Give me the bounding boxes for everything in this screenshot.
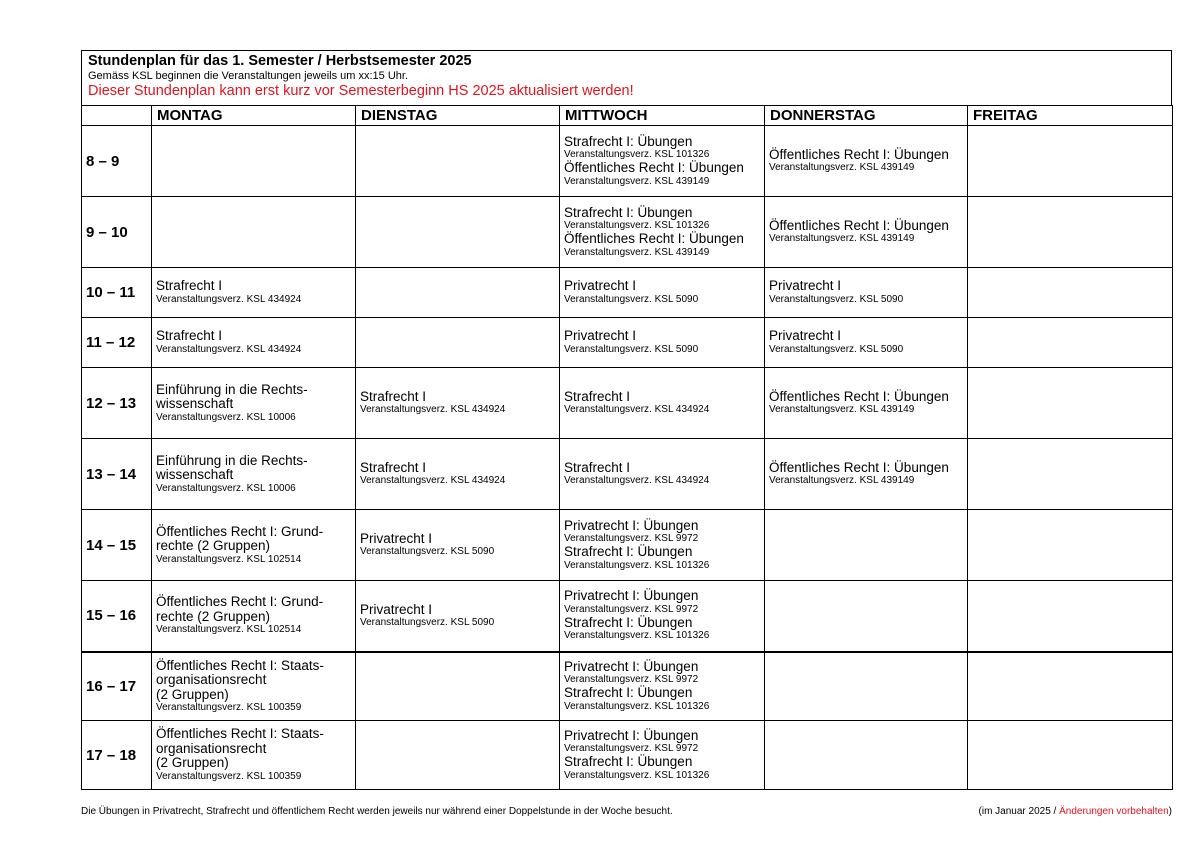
slot-cell-wednesday (560, 318, 765, 368)
course-entry (156, 329, 351, 356)
time-row (82, 197, 1173, 268)
course-title: (2 Gruppen) (156, 686, 229, 702)
slot-cell-thursday (765, 510, 968, 581)
course-title: Strafrecht I (564, 388, 631, 404)
course-title: Privatrecht I (769, 278, 842, 294)
slot-cell-wednesday (560, 439, 765, 510)
slot-cell-tuesday (356, 318, 560, 368)
slot-cell-friday (968, 126, 1173, 197)
course-entry (564, 589, 760, 616)
course-title: Strafrecht I (360, 388, 427, 404)
course-catalog-code: Veranstaltungsverz. KSL 5090 (769, 343, 904, 355)
course-title: Strafrecht I: Übungen (564, 614, 693, 630)
course-entry (564, 729, 760, 756)
course-catalog-code: Veranstaltungsverz. KSL 439149 (564, 175, 710, 187)
day-header-thursday: DONNERSTAG (765, 106, 968, 126)
slot-cell-wednesday (560, 197, 765, 268)
course-catalog-code: Veranstaltungsverz. KSL 101326 (564, 700, 710, 712)
course-title: Strafrecht I (156, 328, 223, 344)
course-title: organisationsrecht (156, 740, 267, 756)
time-row (82, 510, 1173, 581)
start-time-note: Gemäss KSL beginnen die Veranstaltungen jeweils um xx:15 Uhr. (88, 70, 408, 82)
course-catalog-code: Veranstaltungsverz. KSL 101326 (564, 220, 710, 231)
slot-cell-wednesday (560, 510, 765, 581)
slot-cell-wednesday (560, 581, 765, 652)
time-row (82, 652, 1173, 721)
slot-cell-wednesday (560, 268, 765, 318)
slot-cell-tuesday (356, 126, 560, 197)
course-entry (564, 686, 760, 713)
course-catalog-code: Veranstaltungsverz. KSL 9972 (564, 674, 699, 686)
course-catalog-code: Veranstaltungsverz. KSL 434924 (564, 475, 710, 487)
course-entry (769, 279, 963, 306)
day-header-monday: MONTAG (152, 106, 356, 126)
course-title: Privatrecht I (360, 530, 433, 546)
slot-cell-thursday (765, 268, 968, 318)
course-entry (564, 206, 760, 233)
course-catalog-code: Veranstaltungsverz. KSL 439149 (769, 475, 915, 487)
course-catalog-code: Veranstaltungsverz. KSL 101326 (564, 149, 710, 160)
time-slot-label: 11 – 12 (82, 318, 152, 368)
slot-cell-monday (152, 652, 356, 721)
slot-cell-thursday (765, 439, 968, 510)
course-title: Strafrecht I: Übungen (564, 204, 693, 220)
course-entry (156, 659, 351, 715)
slot-cell-thursday (765, 197, 968, 268)
time-column-header (82, 106, 152, 126)
slot-cell-wednesday (560, 721, 765, 790)
slot-cell-monday (152, 197, 356, 268)
course-title: Privatrecht I: Übungen (564, 658, 699, 674)
course-title: Strafrecht I: Übungen (564, 133, 693, 149)
slot-cell-monday (152, 368, 356, 439)
timetable-body (82, 126, 1173, 790)
slot-cell-thursday (765, 368, 968, 439)
slot-cell-thursday (765, 318, 968, 368)
course-title: wissenschaft (156, 467, 234, 482)
course-entry (769, 329, 963, 356)
course-catalog-code: Veranstaltungsverz. KSL 101326 (564, 630, 710, 642)
course-catalog-code: Veranstaltungsverz. KSL 10006 (156, 482, 296, 494)
course-title: (2 Gruppen) (156, 755, 229, 771)
course-title: Strafrecht I: Übungen (564, 754, 693, 769)
slot-cell-monday (152, 510, 356, 581)
course-catalog-code: Veranstaltungsverz. KSL 5090 (769, 293, 904, 305)
course-catalog-code: Veranstaltungsverz. KSL 9972 (564, 533, 699, 544)
course-entry (156, 383, 351, 424)
slot-cell-tuesday (356, 268, 560, 318)
course-title: Öffentliches Recht I: Übungen (564, 160, 744, 175)
course-title: Privatrecht I (564, 278, 637, 294)
slot-cell-friday (968, 652, 1173, 721)
exercise-note: Die Übungen in Privatrecht, Strafrecht und öffentlichem Recht werden jeweils nur während einer Doppelstunde in der Woche besucht. (81, 806, 673, 817)
slot-cell-friday (968, 721, 1173, 790)
course-entry (564, 161, 760, 188)
time-row (82, 368, 1173, 439)
course-catalog-code: Veranstaltungsverz. KSL 9972 (564, 743, 699, 754)
time-row (82, 439, 1173, 510)
course-title: organisationsrecht (156, 672, 267, 687)
revision-note (979, 806, 1172, 818)
course-title: Öffentliches Recht I: Übungen (564, 231, 744, 246)
time-slot-label: 15 – 16 (82, 581, 152, 652)
time-slot-label: 13 – 14 (82, 439, 152, 510)
course-entry (564, 461, 760, 488)
course-title: Privatrecht I: Übungen (564, 588, 699, 604)
timetable-grid (81, 105, 1173, 790)
course-title: Privatrecht I: Übungen (564, 727, 699, 743)
course-entry (769, 390, 963, 417)
slot-cell-thursday (765, 721, 968, 790)
slot-cell-tuesday (356, 510, 560, 581)
slot-cell-wednesday (560, 126, 765, 197)
course-title: Privatrecht I: Übungen (564, 517, 699, 533)
slot-cell-tuesday (356, 652, 560, 721)
time-slot-label: 10 – 11 (82, 268, 152, 318)
day-header-tuesday: DIENSTAG (356, 106, 560, 126)
course-title: Strafrecht I: Übungen (564, 544, 693, 559)
slot-cell-wednesday (560, 652, 765, 721)
course-entry (156, 525, 351, 566)
time-row (82, 581, 1173, 652)
course-catalog-code: Veranstaltungsverz. KSL 10006 (156, 411, 296, 423)
course-catalog-code: Veranstaltungsverz. KSL 102514 (156, 624, 302, 636)
course-catalog-code: Veranstaltungsverz. KSL 439149 (769, 162, 915, 174)
course-entry (360, 390, 555, 417)
day-header-row (82, 106, 1173, 126)
course-catalog-code: Veranstaltungsverz. KSL 5090 (360, 617, 495, 628)
slot-cell-monday (152, 721, 356, 790)
slot-cell-monday (152, 268, 356, 318)
course-entry (156, 279, 351, 306)
time-row (82, 268, 1173, 318)
course-title: Öffentliches Recht I: Übungen (769, 388, 949, 404)
course-entry (156, 454, 351, 495)
course-entry (156, 595, 351, 636)
course-catalog-code: Veranstaltungsverz. KSL 5090 (564, 293, 699, 305)
slot-cell-friday (968, 268, 1173, 318)
course-entry (769, 148, 963, 175)
slot-cell-monday (152, 126, 356, 197)
time-row (82, 126, 1173, 197)
course-entry (564, 519, 760, 546)
slot-cell-friday (968, 197, 1173, 268)
revision-close: ) (1168, 806, 1172, 817)
course-entry (156, 727, 351, 783)
course-catalog-code: Veranstaltungsverz. KSL 100359 (156, 770, 302, 782)
course-catalog-code: Veranstaltungsverz. KSL 434924 (156, 343, 302, 355)
time-slot-label: 14 – 15 (82, 510, 152, 581)
slot-cell-thursday (765, 652, 968, 721)
course-entry (564, 616, 760, 643)
page-title: Stundenplan für das 1. Semester / Herbstsemester 2025 (88, 53, 472, 69)
course-entry (769, 219, 963, 246)
course-title: Strafrecht I (564, 459, 631, 475)
slot-cell-friday (968, 581, 1173, 652)
course-catalog-code: Veranstaltungsverz. KSL 434924 (360, 404, 506, 416)
course-entry (564, 279, 760, 306)
time-slot-label: 9 – 10 (82, 197, 152, 268)
course-entry (769, 461, 963, 488)
course-title: Öffentliches Recht I: Staats- (156, 726, 324, 742)
course-entry (564, 135, 760, 162)
time-slot-label: 16 – 17 (82, 652, 152, 721)
course-entry (564, 329, 760, 356)
day-header-friday: FREITAG (968, 106, 1173, 126)
slot-cell-monday (152, 318, 356, 368)
course-catalog-code: Veranstaltungsverz. KSL 101326 (564, 559, 710, 571)
course-catalog-code: Veranstaltungsverz. KSL 439149 (769, 404, 915, 416)
course-title: Öffentliches Recht I: Staats- (156, 657, 324, 673)
course-catalog-code: Veranstaltungsverz. KSL 439149 (564, 246, 710, 258)
slot-cell-friday (968, 510, 1173, 581)
day-header-wednesday: MITTWOCH (560, 106, 765, 126)
slot-cell-tuesday (356, 197, 560, 268)
slot-cell-friday (968, 318, 1173, 368)
changes-reserved: Änderungen vorbehalten (1059, 806, 1169, 817)
course-catalog-code: Veranstaltungsverz. KSL 9972 (564, 603, 699, 615)
timetable-header (81, 50, 1172, 105)
course-entry (564, 545, 760, 572)
course-catalog-code: Veranstaltungsverz. KSL 434924 (156, 293, 302, 305)
course-title: Einführung in die Rechts- (156, 381, 308, 397)
update-warning: Dieser Stundenplan kann erst kurz vor Semesterbeginn HS 2025 aktualisiert werden! (88, 83, 634, 99)
course-title: Öffentliches Recht I: Übungen (769, 146, 949, 162)
course-catalog-code: Veranstaltungsverz. KSL 434924 (564, 404, 710, 416)
course-entry (360, 603, 555, 630)
time-slot-label: 12 – 13 (82, 368, 152, 439)
course-title: Öffentliches Recht I: Übungen (769, 459, 949, 475)
time-row (82, 318, 1173, 368)
timetable-sheet (81, 50, 1172, 790)
course-title: Privatrecht I (769, 328, 842, 344)
slot-cell-friday (968, 439, 1173, 510)
slot-cell-tuesday (356, 439, 560, 510)
course-catalog-code: Veranstaltungsverz. KSL 5090 (360, 546, 495, 558)
course-title: Privatrecht I (564, 328, 637, 344)
time-row (82, 721, 1173, 790)
slot-cell-tuesday (356, 368, 560, 439)
slot-cell-monday (152, 439, 356, 510)
course-title: Öffentliches Recht I: Grund- (156, 523, 324, 539)
course-catalog-code: Veranstaltungsverz. KSL 439149 (769, 233, 915, 245)
course-title: rechte (2 Gruppen) (156, 608, 271, 624)
course-title: wissenschaft (156, 396, 234, 411)
course-entry (564, 660, 760, 687)
course-entry (564, 232, 760, 259)
course-entry (360, 532, 555, 559)
course-title: Strafrecht I: Übungen (564, 685, 693, 701)
course-title: Strafrecht I (156, 278, 223, 294)
course-catalog-code: Veranstaltungsverz. KSL 102514 (156, 553, 302, 565)
slot-cell-thursday (765, 126, 968, 197)
revision-date: (im Januar 2025 / (978, 806, 1060, 817)
course-entry (564, 755, 760, 782)
time-slot-label: 8 – 9 (82, 126, 152, 197)
course-catalog-code: Veranstaltungsverz. KSL 100359 (156, 702, 302, 713)
course-title: Öffentliches Recht I: Übungen (769, 217, 949, 233)
course-title: Privatrecht I (360, 601, 433, 617)
course-title: Einführung in die Rechts- (156, 452, 308, 468)
course-title: Öffentliches Recht I: Grund- (156, 594, 324, 610)
slot-cell-tuesday (356, 721, 560, 790)
slot-cell-tuesday (356, 581, 560, 652)
course-entry (564, 390, 760, 417)
course-catalog-code: Veranstaltungsverz. KSL 101326 (564, 769, 710, 781)
slot-cell-thursday (765, 581, 968, 652)
course-entry (360, 461, 555, 488)
slot-cell-friday (968, 368, 1173, 439)
course-catalog-code: Veranstaltungsverz. KSL 5090 (564, 343, 699, 355)
course-title: rechte (2 Gruppen) (156, 538, 271, 553)
course-catalog-code: Veranstaltungsverz. KSL 434924 (360, 475, 506, 487)
course-title: Strafrecht I (360, 459, 427, 475)
slot-cell-wednesday (560, 368, 765, 439)
time-slot-label: 17 – 18 (82, 721, 152, 790)
footer (81, 806, 1172, 818)
slot-cell-monday (152, 581, 356, 652)
